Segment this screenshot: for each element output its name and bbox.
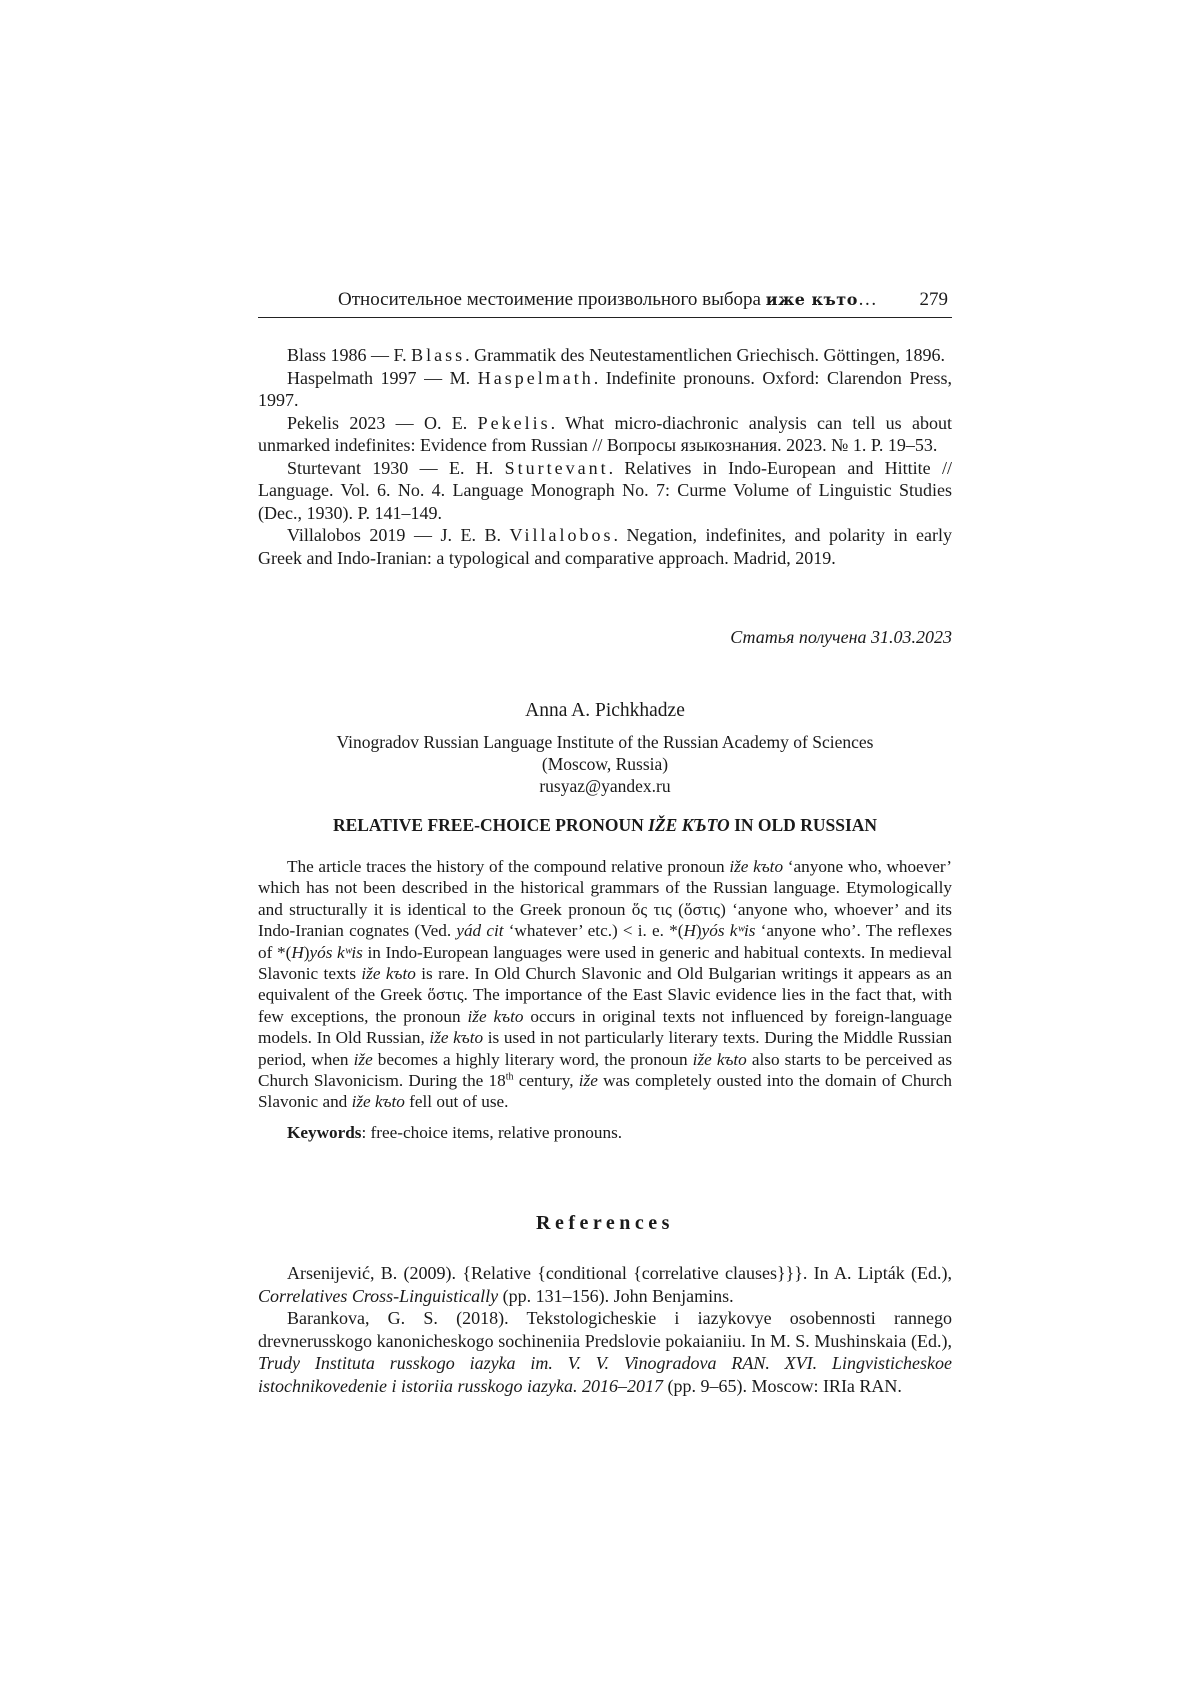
references-list bbox=[258, 1262, 952, 1397]
keywords-label: Keywords bbox=[287, 1122, 362, 1142]
institute: Vinogradov Russian Language Institute of the Russian Academy of Sciences bbox=[336, 732, 874, 752]
bibliography-entry: Pekelis 2023 — O. E. Pekelis. What micro-diachronic analysis can tell us about unmarked indefinites: Evidence from Russian // Вопросы языкознания. 2023. № 1. P. 19–53. bbox=[258, 412, 952, 455]
reference-entry: Arsenijević, B. (2009). {Relative {conditional {correlative clauses}}}. In A. Lipták (Ed.), Correlatives Cross-Linguistically (pp. 131–156). John Benjamins. bbox=[258, 1263, 952, 1306]
running-title-csl: иже къто bbox=[765, 290, 858, 309]
location: (Moscow, Russia) bbox=[541, 754, 669, 774]
page-number: 279 bbox=[919, 289, 948, 310]
bibliography-entry: Villalobos 2019 — J. E. B. Villalobos. Negation, indefinites, and polarity in early Greek and Indo-Iranian: a typological and comparative approach. Madrid, 2019. bbox=[258, 525, 952, 568]
author-affiliation bbox=[258, 731, 952, 797]
bibliography-entry: Haspelmath 1997 — M. Haspelmath. Indefinite pronouns. Oxford: Clarendon Press, 1997. bbox=[258, 367, 952, 410]
author-name: Anna A. Pichkhadze bbox=[525, 700, 685, 721]
running-header bbox=[258, 289, 952, 318]
abstract bbox=[258, 856, 952, 1143]
reference-entry: Barankova, G. S. (2018). Tekstologicheskie i iazykovye osobennosti rannego drevnerusskogo kanonicheskogo sochineniia Predslovie pokaianiiu. In M. S. Mushinskaia (Ed.), Trudy Instituta russkogo iazyka im. V. V. Vinogradova RAN. XVI. Lingvisticheskoe istochnikovedenie i istoriia russkogo iazyka. 2016–2017 (pp. 9–65). Moscow: IRIa RAN. bbox=[258, 1308, 952, 1396]
references-heading: References bbox=[536, 1212, 674, 1234]
keywords: Keywords: free-choice items, relative pronouns. bbox=[287, 1122, 623, 1142]
author-email: rusyaz@yandex.ru bbox=[539, 776, 671, 796]
received-date: Статья получена 31.03.2023 bbox=[730, 627, 952, 647]
running-title: Относительное местоимение произвольного выбора иже къто… bbox=[338, 289, 877, 310]
article-title: RELATIVE FREE-CHOICE PRONOUN IŽE KЪTO IN OLD RUSSIAN bbox=[332, 815, 878, 835]
abstract-text: The article traces the history of the compound relative pronoun iže kъto ‘anyone who, whoever’ which has not been described in the historical grammars of the Russian language. Etymologically and structurally it is identical to the Greek pronoun ὅς τις (ὅστις) ‘anyone who, whoever’ and its Indo-Iranian cognates (Ved. yád cit ‘whatever’ etc.) < i. e. *(H)yós kʷis ‘anyone who’. The reflexes of *(H)yós kʷis in Indo-European languages were used in generic and habitual contexts. In medieval Slavonic texts iže kъto is rare. In Old Church Slavonic and Old Bulgarian writings it appears as an equivalent of the Greek ὅστις. The importance of the East Slavic evidence lies in the fact that, with few exceptions, the pronoun iže kъto occurs in original texts not influenced by foreign-language models. In Old Russian, iže kъto is used in not particularly literary texts. During the Middle Russian period, when iže becomes a highly literary word, the pronoun iže kъto also starts to be perceived as Church Slavonicism. During the 18th century, iže was completely ousted into the domain of Church Slavonic and iže kъto fell out of use. bbox=[258, 857, 953, 1112]
bibliography-list bbox=[258, 344, 952, 569]
bibliography-entry: Blass 1986 — F. Blass. Grammatik des Neutestamentlichen Griechisch. Göttingen, 1896. bbox=[287, 345, 945, 365]
bibliography-entry: Sturtevant 1930 — E. H. Sturtevant. Relatives in Indo-European and Hittite // Language. Vol. 6. No. 4. Language Monograph No. 7: Curme Volume of Linguistic Studies (Dec., 1930). P. 141–149. bbox=[258, 457, 952, 523]
